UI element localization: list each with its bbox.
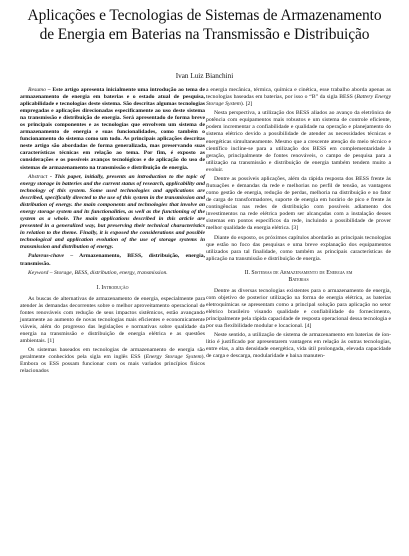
- keyword-label: Keyword: [28, 269, 49, 276]
- intro-p2-text-a: Os sistemas baseados em tecnologias de armazenamento de energia são geralmente conhecidos pela sigla em inglês ESS (: [20, 347, 205, 361]
- section2-line1: II. Sistemas de Armazenamento de Energia em: [244, 269, 353, 276]
- intro-paragraph-2: [20, 347, 205, 375]
- paper-title: Aplicações e Tecnologias de Sistemas de Armazenamento de Energia em Baterias na Transmissão e Distribuição: [27, 7, 382, 43]
- right-column: [206, 87, 391, 363]
- resumo-label: Resumo: [28, 87, 47, 93]
- section2-line2: Baterias: [288, 276, 309, 283]
- right-paragraph-6: Neste sentido, a utilização de sistema de armazenamento em baterias de íon-lítio é justificado por apresentarem vantagens em relação às outras tecnologias, entre elas, a alta densidade energética, vida útil prolongada, elevada capacidade de carga e descarga, modularidade e baixa manuten-: [206, 332, 391, 360]
- resumo-text: – Este artigo apresenta inicialmente uma introdução ao tema de armazenamento de energia em baterias e o estado atual de pesquisa, aplicabilidade e tecnologias deste sistema. São descritas algumas tecnologias empregadas e aplicações direcionadas especificamente ao uso deste sistema na transmissão e distribuição de energia. Será apresentado de forma breve os principais componentes e as tecnologias que envolvem um sistema de armazenamento de energia e suas funcionalidades, como também o funcionamento do sistema como um todo. As principais aplicações descritas neste artigo são abordadas de forma generalizada, mas preservando suas características técnicas em relação ao tema. Por fim, é exposto as considerações e os possíveis avanços tecnológicos e de aplicação do uso de sistemas de armazenamento na transmissão e distribuição de energia.: [20, 87, 205, 171]
- right-paragraph-2: Nesta perspectiva, a utilização dos BESS aliados ao avanço da eletrônica de potência com equipamentos mais robustos e um sistema de controle eficiente, podem incrementar a confiabilidade e qualidade na operação e planejamento do sistema elétrico devido a possibilidade de atender as necessidades técnicas e energéticas simultaneamente. Mesmo que a crescente atenção do meio técnico e científico incline-se para a utilização dos BESS em complementaridade à geração, principalmente de fontes renováveis, o campo de pesquisa para a utilização na transmissão e distribuição de energia também tendem muito a evoluir.: [206, 110, 391, 173]
- right-paragraph-1: [206, 87, 391, 108]
- right-paragraph-5: Dentre as diversas tecnologias existentes para o armazenamento de energia, com objetivo de posterior utilização na forma de energia elétrica, as baterias eletroquímicas se apresentam como a principal solução para aplicação no setor elétrico brasileiro visando qualidade e confiabilidade do fornecimento, principalmente pela rápida capacidade de resposta operacional dessa tecnologia e por sua flexibilidade modular e locacional. [4]: [206, 287, 391, 330]
- keyword-text: – Storage, BESS, distribution, energy, transmission.: [48, 269, 168, 276]
- abstract-text: - This paper, initially, presents an introduction to the topic of energy storage in batteries and the current status of research, applicability and technology of this system. Some used technologies and applications are described, specifically directed to the use of this system in the transmission and distribution of energy. the main components and technologies that involve an energy storage system and its functionalities, as well as the functioning of the system as a whole. The main applications described in this article are presented in a generalized way, but preserving their technical characteristics in relation to the theme. Finally, it is exposed the considerations and possible technological and application evolution of the use of storage systems in transmission and distribution of energy.: [20, 173, 205, 251]
- abstract-paragraph: [20, 174, 205, 252]
- palavras-chave-label: Palavras-chave: [28, 253, 65, 260]
- right-paragraph-3: Dentre as possíveis aplicações, além da rápida resposta dos BESS frente às flutuações e demandas da rede e melhorias no perfil de tensão, as vantagens como gestão de energia, redução de perdas, melhoria na distribuição e no fator de carga de transformadores, suporte de energia em horário de pico e frente às contingências nas redes de distribuição com possíveis adiamento dos investimentos na rede elétrica podem ser alcançadas com a instalação desses sistemas em pontos específicos da rede, incluindo a possibilidade de prover melhor qualidade da energia elétrica. [3]: [206, 175, 391, 232]
- intro-paragraph-1: As buscas de alternativas de armazenamento de energia, especialmente para atender às demandas decorrentes sobre o melhor aproveitamento operacional de fontes renováveis com redução de seus impactos sistêmicos, estão avançando juntamente ao aumento de novas tecnologias mais eficientes e economicamente viáveis, além do progresso das legislações e normativas sobre qualidade da energia na transmissão e distribuição de energia elétrica e as questões ambientais. [1]: [20, 295, 205, 345]
- palavras-chave-paragraph: [20, 253, 205, 267]
- resumo-paragraph: [20, 87, 205, 172]
- right-paragraph-4: Diante do exposto, os próximos capítulos abordarão as principais tecnologias que estão no foco das pesquisas e uma breve explanação dos equipamentos utilizados para tal finalidade, como também as principais características de aplicação na transmissão e distribuição de energia.: [206, 234, 391, 262]
- keyword-paragraph: [20, 270, 205, 277]
- intro-p2-text-b: ). Embora os ESS possam funcionar com os mais variados princípios físicos relacionados: [20, 354, 205, 375]
- section-heading-introducao: I. Introdução: [96, 284, 129, 291]
- abstract-label: Abstract: [28, 173, 48, 180]
- right-p1-text-a: a energia mecânica, térmica, química e cinética, esse trabalho aborda apenas as tecnologias baseadas em baterias, por isso o “B” da sigla BESS (: [206, 87, 391, 101]
- left-column: [20, 87, 205, 378]
- intro-p2-italic: Energy Storage System: [145, 354, 202, 361]
- right-p1-text-b: ). [2]: [240, 101, 253, 108]
- author-name: Ivan Luiz Bianchini: [175, 72, 234, 80]
- section-heading-sistemas: [206, 270, 391, 284]
- palavras-chave-text: – Armazenamento, BESS, distribuição, energia, transmissão.: [20, 253, 205, 267]
- right-p1-italic: Battery Energy Storage System: [206, 94, 392, 108]
